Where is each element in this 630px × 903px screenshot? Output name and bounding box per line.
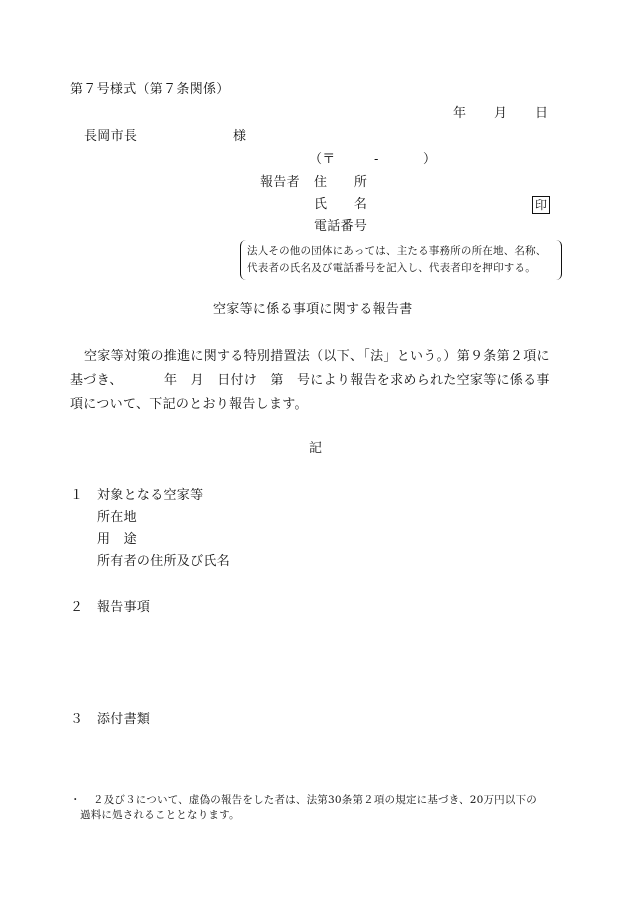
date-year: 年: [453, 106, 467, 121]
name-label: 氏 名: [314, 197, 368, 212]
item-3-number: ３: [70, 712, 84, 727]
date-month: 月: [494, 106, 508, 121]
reporter-label: 報告者: [260, 175, 300, 190]
seal-mark: 印: [532, 196, 550, 214]
address-label: 住 所: [314, 175, 368, 190]
phone-label: 電話番号: [314, 219, 368, 234]
date-day: 日: [535, 106, 549, 121]
postal-open: （〒: [309, 152, 336, 167]
ki-heading: 記: [309, 441, 323, 456]
item-3-label: 添付書類: [97, 712, 151, 727]
sub-item-use: 用 途: [97, 532, 137, 547]
postal-dash: -: [374, 152, 379, 167]
note-line-2: 代表者の氏名及び電話番号を記入し、代表者印を押印する。: [247, 262, 536, 274]
body-line-3: 項について、下記のとおり報告します。: [70, 397, 308, 412]
postal-close: ）: [423, 152, 437, 167]
body-line-2a: 基づき、: [70, 373, 123, 388]
body-line-1: 空家等対策の推進に関する特別措置法（以下、「法」という。）第９条第２項に: [84, 349, 550, 364]
form-number: 第７号様式（第７条関係）: [70, 82, 230, 97]
sub-item-location: 所在地: [97, 510, 137, 525]
item-2-number: ２: [70, 600, 84, 615]
addressee-honorific: 様: [233, 129, 247, 144]
body-line-2b: 年 月 日付け 第 号により報告を求められた空家等に係る事: [164, 373, 550, 388]
footnote-bullet: ・: [70, 794, 81, 806]
sub-item-owner: 所有者の住所及び氏名: [97, 554, 231, 569]
footnote-line-1: ２及び３について、虚偽の報告をした者は、法第30条第２項の規定に基づき、20万円以下の: [93, 794, 537, 806]
item-1-label: 対象となる空家等: [97, 488, 204, 503]
addressee-name: 長岡市長: [84, 129, 138, 144]
note-line-1: 法人その他の団体にあっては、主たる事務所の所在地、名称、: [247, 245, 547, 257]
item-2-label: 報告事項: [97, 600, 151, 615]
footnote-line-2: 過料に処されることとなります。: [80, 809, 240, 821]
item-1-number: １: [70, 488, 84, 503]
document-title: 空家等に係る事項に関する報告書: [213, 302, 413, 317]
